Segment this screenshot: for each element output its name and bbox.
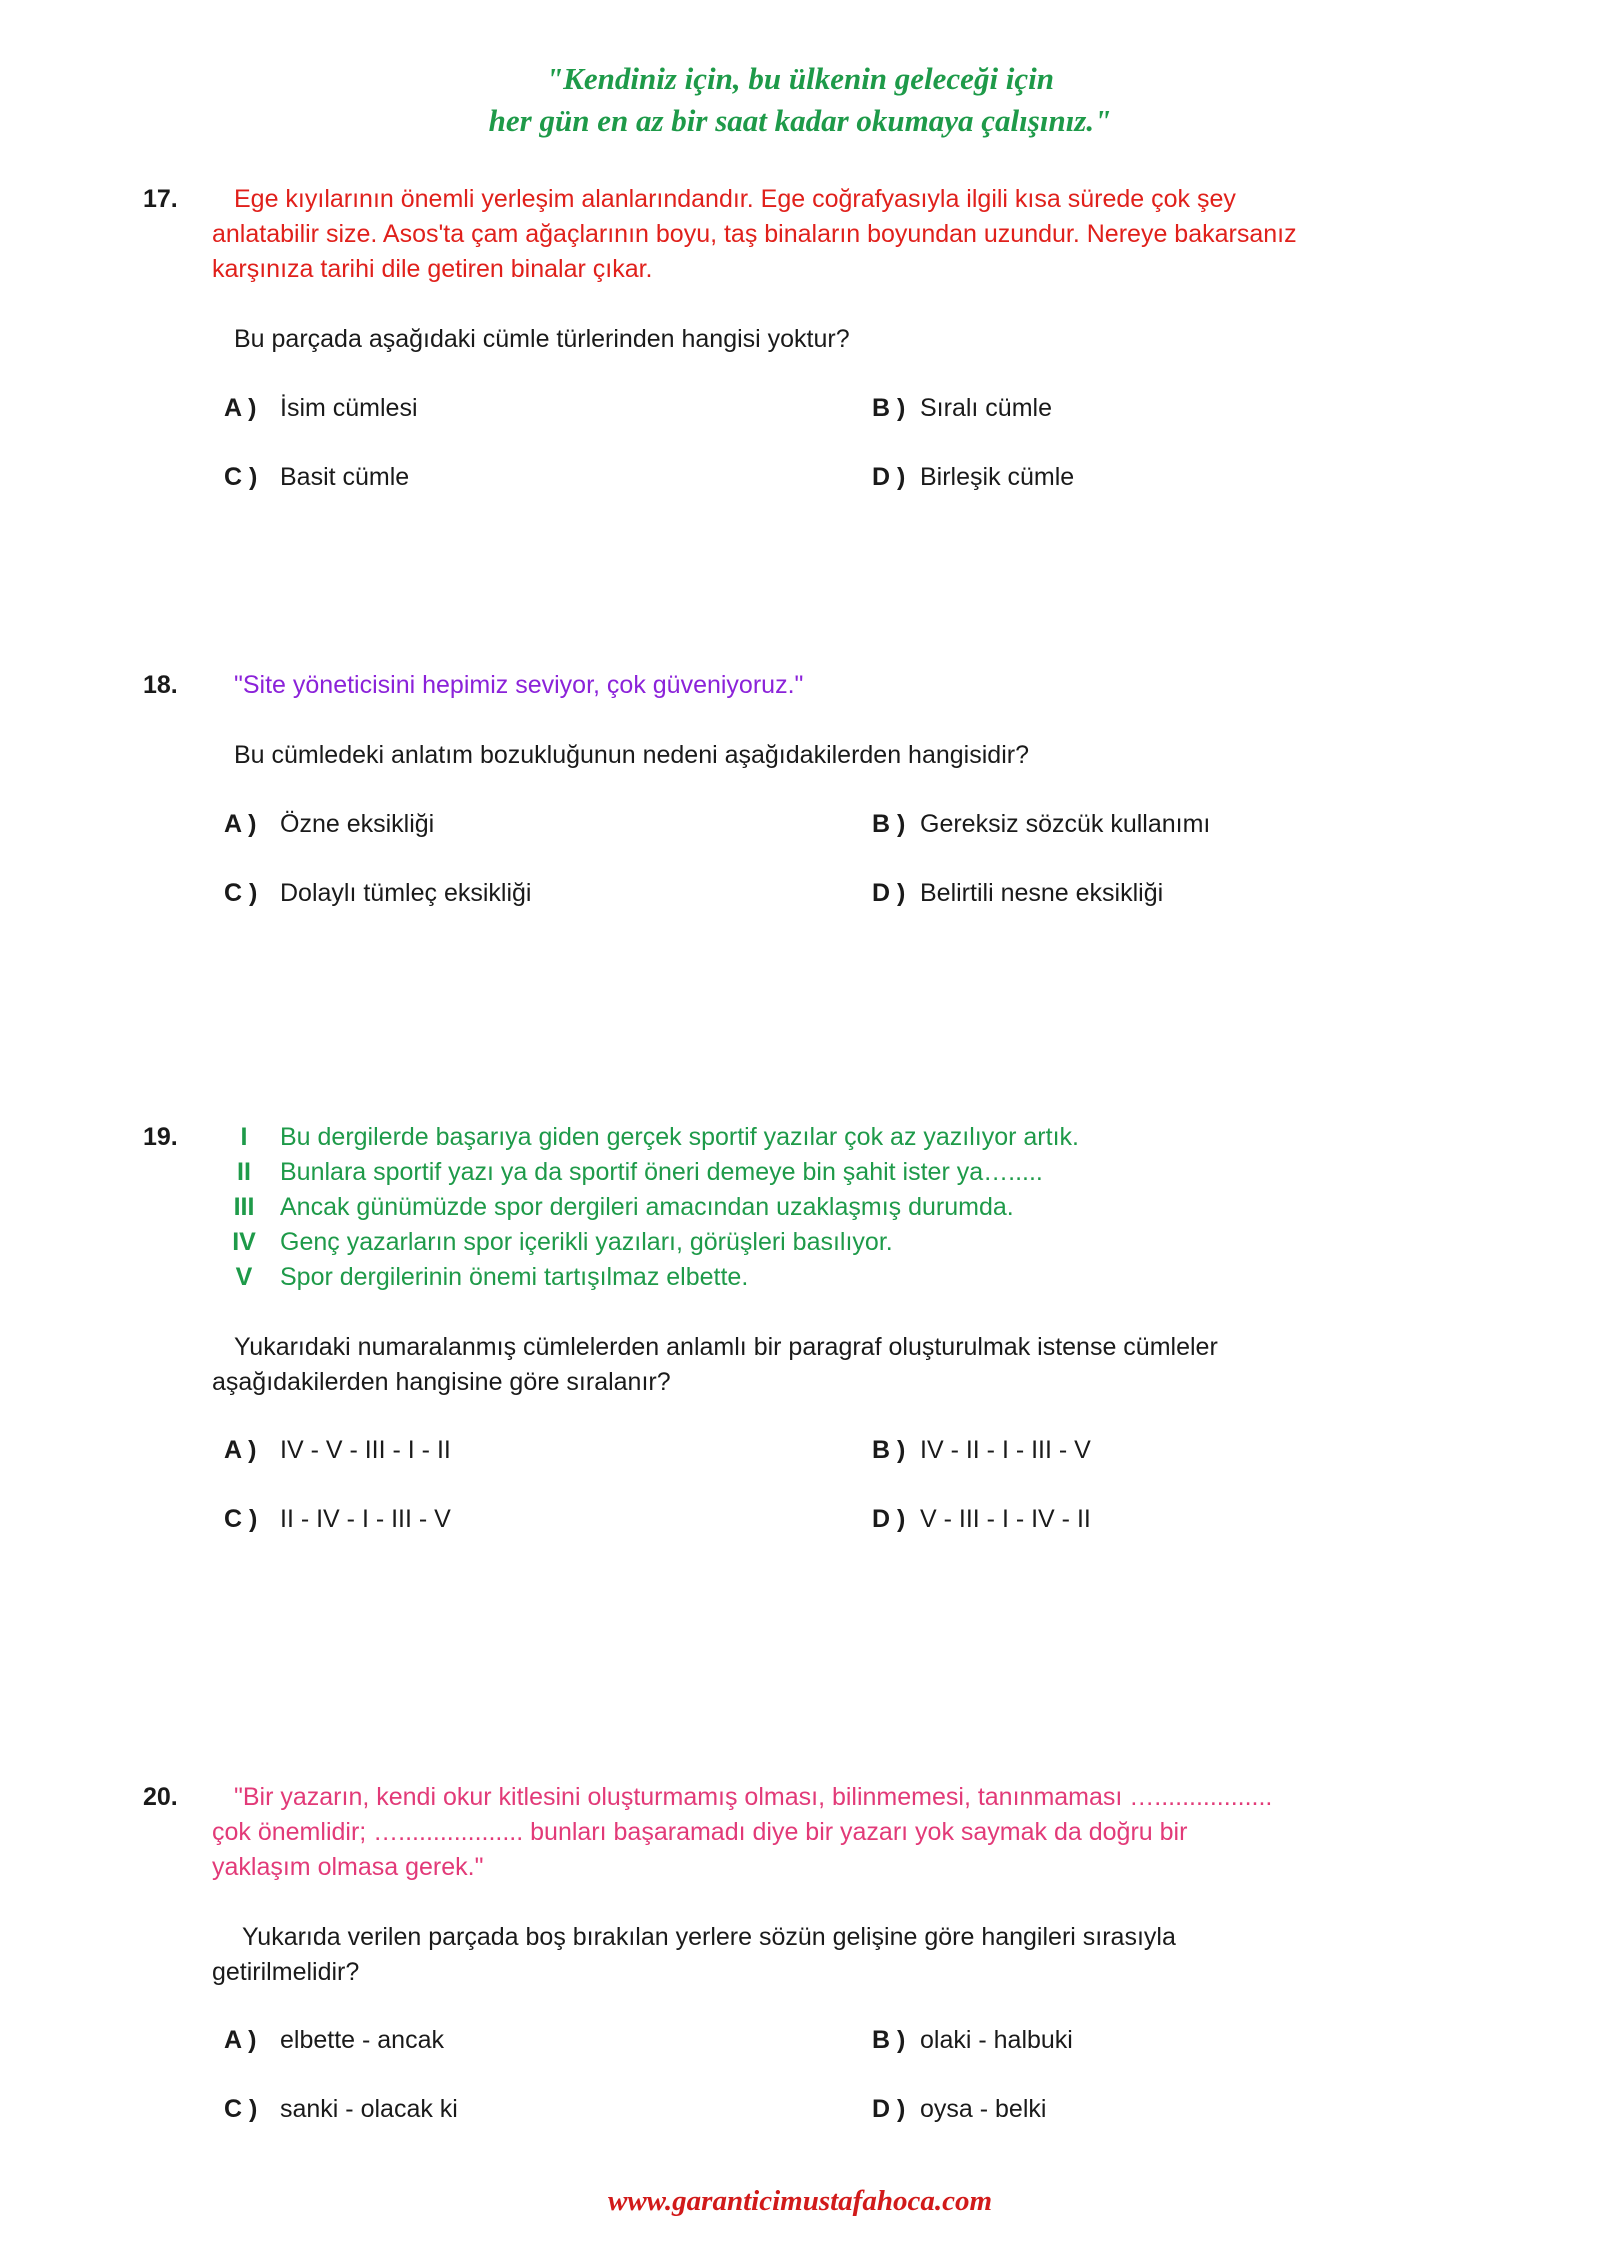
stem-line: getirilmelidir? [212, 1958, 360, 1986]
option-text: Dolaylı tümleç eksikliği [280, 879, 532, 907]
passage-line: karşınıza tarihi dile getiren binalar çıkar. [212, 255, 653, 283]
question-20-option-c[interactable] [224, 2092, 458, 2127]
option-text: elbette - ancak [280, 2026, 444, 2054]
header-line-1: "Kendiniz için, bu ülkenin geleceği için [545, 61, 1055, 96]
question-19-option-a[interactable] [224, 1433, 451, 1468]
option-text: İsim cümlesi [280, 394, 418, 422]
option-text: V - III - I - IV - II [920, 1505, 1091, 1533]
roman-numeral: V [235, 1263, 253, 1291]
question-18-passage [212, 668, 1452, 703]
question-20-option-a[interactable] [224, 2023, 444, 2058]
question-19-option-d[interactable] [872, 1502, 1091, 1537]
option-text: Özne eksikliği [280, 810, 435, 838]
option-letter: A ) [224, 394, 257, 422]
page-header-quote [0, 58, 1600, 142]
stem-line: Bu cümledeki anlatım bozukluğunun nedeni aşağıdakilerden hangisidir? [234, 741, 1029, 769]
option-letter: A ) [224, 810, 257, 838]
option-text: Gereksiz sözcük kullanımı [920, 810, 1211, 838]
option-letter: D ) [872, 879, 906, 907]
sentence-text: Bunlara sportif yazı ya da sportif öneri demeye bin şahit ister ya…..... [280, 1158, 1043, 1186]
option-text: oysa - belki [920, 2095, 1047, 2123]
option-text: Sıralı cümle [920, 394, 1052, 422]
question-17-number: 17. [143, 185, 178, 213]
option-letter: B ) [872, 2026, 906, 2054]
question-18-option-c[interactable] [224, 876, 531, 911]
option-text: IV - II - I - III - V [920, 1436, 1091, 1464]
sentence-text: Bu dergilerde başarıya giden gerçek sportif yazılar çok az yazılıyor artık. [280, 1123, 1079, 1151]
question-19-option-b[interactable] [872, 1433, 1091, 1468]
stem-line: Yukarıdaki numaralanmış cümlelerden anlamlı bir paragraf oluşturulmak istense cümleler [234, 1333, 1218, 1361]
option-letter: D ) [872, 1505, 906, 1533]
question-18-option-a[interactable] [224, 807, 434, 842]
sentence-text: Spor dergilerinin önemi tartışılmaz elbette. [280, 1263, 749, 1291]
option-letter: D ) [872, 463, 906, 491]
passage-line: anlatabilir size. Asos'ta çam ağaçlarının boyu, taş binaların boyundan uzundur. Nereye bakarsanız [212, 220, 1297, 248]
passage-line: çok önemlidir; ….................. bunları başaramadı diye bir yazarı yok saymak da doğru bir [212, 1818, 1188, 1846]
option-text: Belirtili nesne eksikliği [920, 879, 1164, 907]
option-letter: C ) [224, 2095, 258, 2123]
option-text: Birleşik cümle [920, 463, 1075, 491]
question-20-number: 20. [143, 1783, 178, 1811]
question-20-passage [212, 1780, 1452, 1885]
question-18-stem [212, 738, 1452, 773]
option-text: sanki - olacak ki [280, 2095, 458, 2123]
stem-line: aşağıdakilerden hangisine göre sıralanır? [212, 1368, 671, 1396]
question-19-number: 19. [143, 1123, 178, 1151]
question-19-stem [212, 1330, 1452, 1400]
sentence-text: Ancak günümüzde spor dergileri amacından uzaklaşmış durumda. [280, 1193, 1014, 1221]
option-letter: C ) [224, 1505, 258, 1533]
passage-line: Ege kıyılarının önemli yerleşim alanlarındandır. Ege coğrafyasıyla ilgili kısa sürede çok şey [234, 185, 1236, 213]
option-letter: B ) [872, 810, 906, 838]
question-17-passage [212, 182, 1452, 287]
question-20-option-b[interactable] [872, 2023, 1073, 2058]
stem-line: Bu parçada aşağıdaki cümle türlerinden hangisi yoktur? [234, 325, 850, 353]
question-18-number: 18. [143, 671, 178, 699]
question-19-option-c[interactable] [224, 1502, 451, 1537]
roman-numeral: IV [232, 1228, 256, 1256]
question-17-stem [212, 322, 1452, 357]
roman-numeral: I [240, 1123, 248, 1151]
footer-website-link[interactable]: www.garanticimustafahoca.com [607, 2185, 993, 2217]
sentence-text: Genç yazarların spor içerikli yazıları, görüşleri basılıyor. [280, 1228, 893, 1256]
option-letter: B ) [872, 1436, 906, 1464]
stem-line: Yukarıda verilen parçada boş bırakılan yerlere sözün gelişine göre hangileri sırasıyla [242, 1923, 1176, 1951]
roman-numeral: III [233, 1193, 255, 1221]
option-text: II - IV - I - III - V [280, 1505, 451, 1533]
passage-line: "Bir yazarın, kendi okur kitlesini oluşturmamış olması, bilinmemesi, tanınmaması …................. [234, 1783, 1273, 1811]
option-letter: B ) [872, 394, 906, 422]
question-17-option-c[interactable] [224, 460, 409, 495]
option-text: IV - V - III - I - II [280, 1436, 451, 1464]
question-17-option-b[interactable] [872, 391, 1052, 426]
question-20-option-d[interactable] [872, 2092, 1046, 2127]
option-text: olaki - halbuki [920, 2026, 1073, 2054]
question-17-option-d[interactable] [872, 460, 1074, 495]
option-letter: D ) [872, 2095, 906, 2123]
option-text: Basit cümle [280, 463, 410, 491]
passage-line: yaklaşım olmasa gerek." [212, 1853, 484, 1881]
option-letter: C ) [224, 879, 258, 907]
header-line-2: her gün en az bir saat kadar okumaya çalışınız." [488, 103, 1112, 138]
option-letter: C ) [224, 463, 258, 491]
question-18-option-b[interactable] [872, 807, 1210, 842]
question-20-stem [212, 1920, 1452, 1990]
option-letter: A ) [224, 2026, 257, 2054]
question-17-option-a[interactable] [224, 391, 418, 426]
passage-line: "Site yöneticisini hepimiz seviyor, çok güveniyoruz." [234, 671, 804, 699]
roman-numeral: II [237, 1158, 251, 1186]
question-18-option-d[interactable] [872, 876, 1163, 911]
option-letter: A ) [224, 1436, 257, 1464]
